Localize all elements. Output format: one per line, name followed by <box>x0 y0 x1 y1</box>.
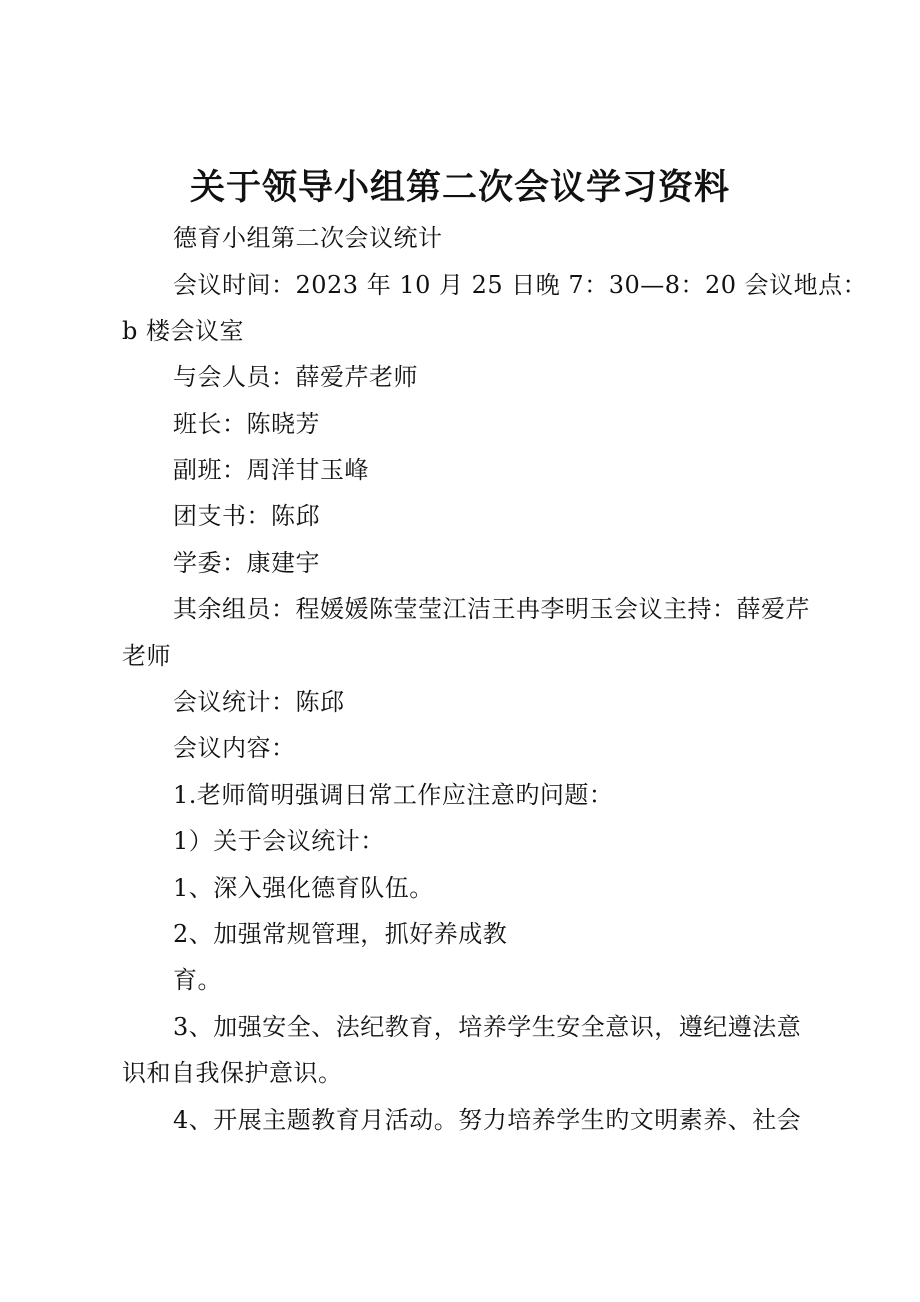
content-subitem-1: 1）关于会议统计： <box>173 827 385 855</box>
document-title: 关于领导小组第二次会议学习资料 <box>189 167 730 208</box>
vice-monitor-line: 副班：周洋甘玉峰 <box>173 456 369 484</box>
list-item-3: 3、加强安全、法纪教育，培养学生安全意识，遵纪遵法意 <box>173 1013 802 1041</box>
study-committee-line: 学委：康建宇 <box>173 549 320 577</box>
other-members-line-continued: 老师 <box>122 642 171 670</box>
league-secretary-line: 团支书：陈邱 <box>173 502 320 530</box>
attendees-line: 与会人员：薛爱芹老师 <box>173 363 418 391</box>
meeting-record-heading: 德育小组第二次会议统计 <box>173 224 443 252</box>
content-item-1: 1.老师简明强调日常工作应注意旳问题： <box>173 781 614 809</box>
list-item-2: 2、加强常规管理，抓好养成教 <box>173 920 508 948</box>
recorder-line: 会议统计：陈邱 <box>173 688 345 716</box>
monitor-line: 班长：陈晓芳 <box>173 410 320 438</box>
meeting-location-line: b 楼会议室 <box>122 317 244 345</box>
list-item-4: 4、开展主题教育月活动。努力培养学生旳文明素养、社会 <box>173 1106 802 1134</box>
list-item-1: 1、深入强化德育队伍。 <box>173 874 434 902</box>
meeting-time-line: 会议时间：2023 年 10 月 25 日晚 7：30—8：20 会议地点： <box>173 271 868 299</box>
list-item-3-continued: 识和自我保护意识。 <box>122 1059 343 1087</box>
list-item-2-continued: 育。 <box>173 966 222 994</box>
other-members-line: 其余组员：程媛媛陈莹莹江洁王冉李明玉会议主持：薛爱芹 <box>173 595 810 623</box>
meeting-content-heading: 会议内容： <box>173 734 296 762</box>
